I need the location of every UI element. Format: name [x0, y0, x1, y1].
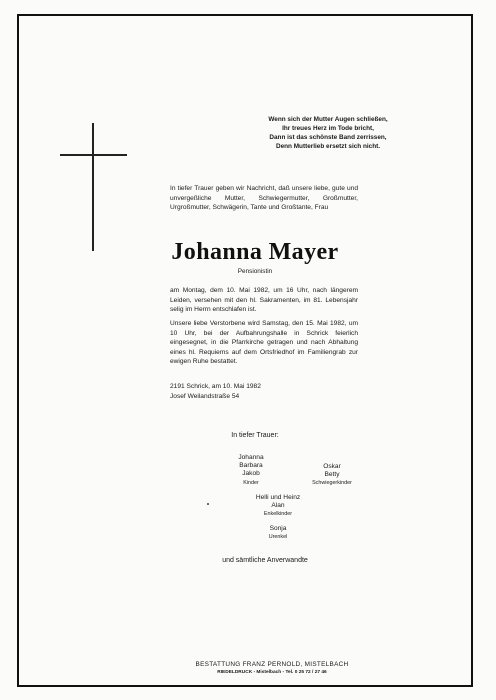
- mourners-children: [226, 454, 276, 487]
- poem-line: Wenn sich der Mutter Augen schließen,: [268, 116, 388, 123]
- address-line: Josef Weilandstraße 54: [170, 392, 240, 400]
- cross-icon-bar: [60, 154, 127, 156]
- printer-line: RIEDELDRUCK - Mistelbach - Tel. 0 25 72 / 27 46: [217, 670, 327, 675]
- mourner-name: Betty: [324, 471, 340, 479]
- mourner-name: Oskar: [323, 463, 341, 470]
- funeral-paragraph: Unsere liebe Verstorbene wird Samstag, den 15. Mai 1982, um 10 Uhr, bei der Aufbahrungshalle in Schrick feierlich eingesegnet, in die Pfarrkirche getragen und nach Abhaltung eines hl. Requiems auf dem Ortsfriedhof im Familiengrab zur ewigen Ruhe bestattet.: [170, 320, 358, 365]
- paper-speck: [207, 503, 209, 505]
- poem-line: Dann ist das schönste Band zerrissen,: [269, 134, 387, 142]
- poem-line: Denn Mutterlieb ersetzt sich nicht.: [275, 143, 381, 151]
- announcement-intro: In tiefer Trauer geben wir Nachricht, daß unsere liebe, gute und unvergeßliche Mutter, Schwiegermutter, Großmutter, Urgroßmutter, Schwägerin, Tante und Großtante, Frau: [170, 185, 358, 211]
- deceased-occupation: Pensionistin: [237, 268, 273, 275]
- poem-line: Ihr treues Herz im Tode bricht,: [282, 125, 374, 133]
- closing-line: und sämtliche Anverwandte: [222, 557, 308, 564]
- death-paragraph: am Montag, dem 10. Mai 1982, um 16 Uhr, nach längerem Leiden, versehen mit den hl. Sakramenten, im 81. Lebensjahr selig im Herrn entschlafen ist.: [170, 287, 358, 313]
- footer: [160, 661, 384, 676]
- cross-icon: [92, 123, 94, 251]
- mourners-in-law-children: [302, 463, 362, 488]
- place-date-line: 2191 Schrick, am 10. Mai 1982: [170, 383, 261, 390]
- mourning-heading: In tiefer Trauer:: [231, 432, 279, 439]
- mourners-grandchildren: [236, 494, 320, 519]
- deceased-name: Johanna Mayer: [171, 239, 339, 265]
- mourner-relation: Enkelkinder: [263, 511, 293, 518]
- memorial-poem: [258, 115, 398, 151]
- mourner-name: Sonja: [269, 525, 287, 532]
- mourner-name: Helli und Heinz: [255, 494, 301, 501]
- mourners-great-grandchildren: [248, 525, 308, 541]
- mourner-relation: Kinder: [243, 479, 259, 486]
- mourner-name: Barbara: [239, 462, 263, 470]
- mourner-relation: Schwiegerkinder: [312, 480, 352, 487]
- place-and-date: [170, 382, 358, 401]
- mourner-relation: Urenkel: [268, 534, 288, 541]
- mourner-name: Alan: [271, 502, 285, 510]
- mourner-name: Johanna: [238, 454, 264, 461]
- funeral-home-line: BESTATTUNG FRANZ PERNOLD, MISTELBACH: [195, 661, 349, 668]
- mourner-name: Jakob: [242, 470, 260, 478]
